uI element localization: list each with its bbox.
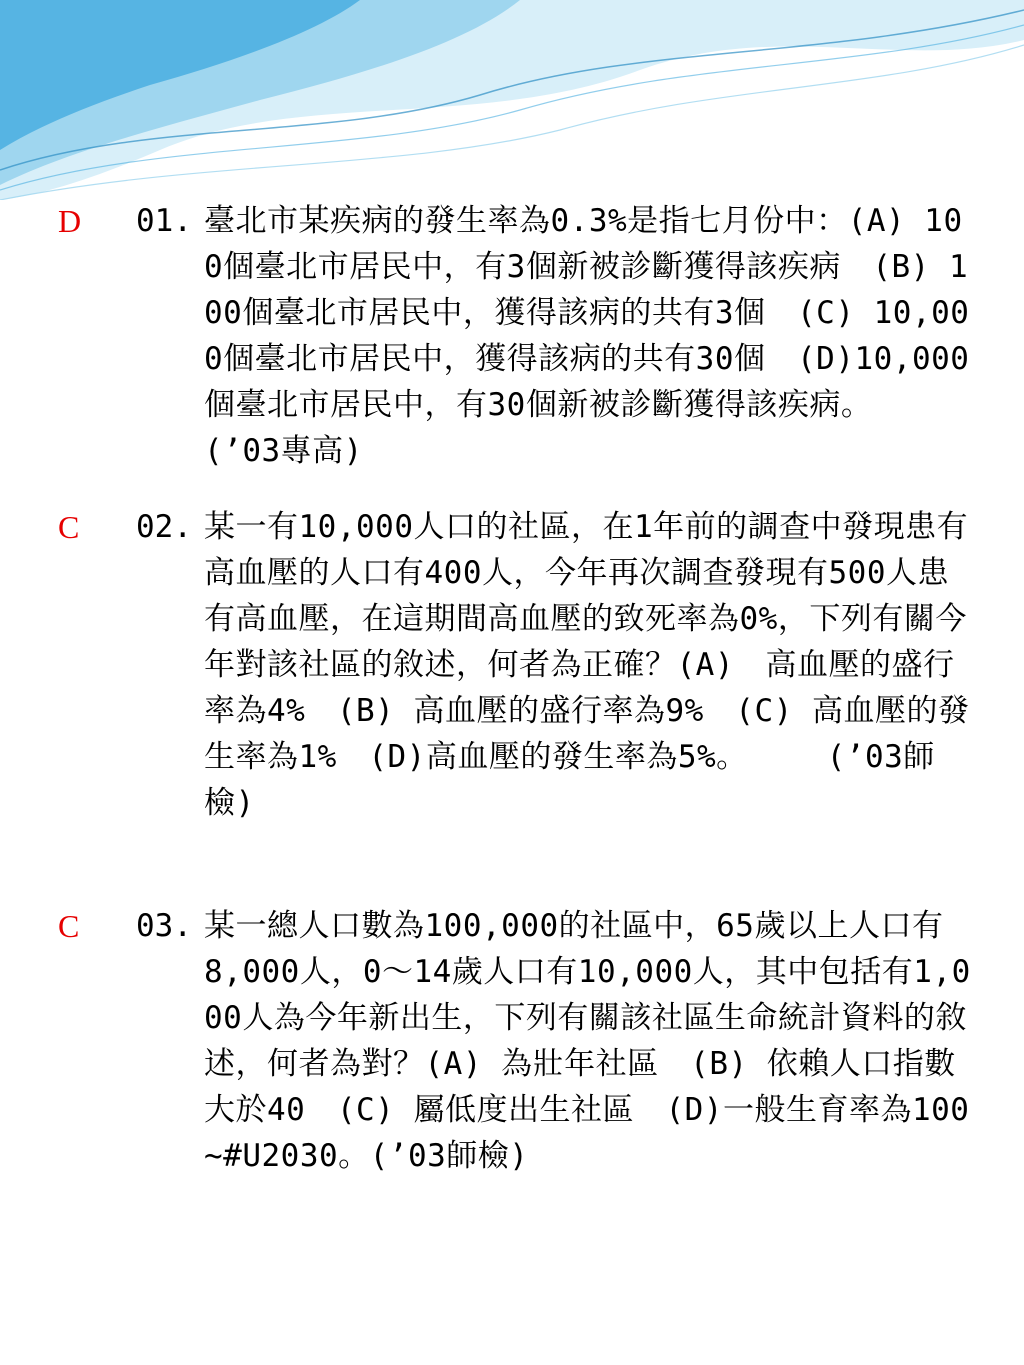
- question-text: 臺北市某疾病的發生率為0.3%是指七月份中：(A) 100個臺北市居民中，有3個新被診斷獲得該疾病 (B) 100個臺北市居民中，獲得該病的共有3個 (C) 10,000個臺北市居民中，獲得該病的共有30個 (D)10,000個臺北市居民中，有30個新被診斷獲得該疾病。 (’03專高): [204, 203, 970, 469]
- question-text: 某一總人口數為100,000的社區中，65歲以上人口有8,000人，0～14歲人口有10,000人，其中包括有1,000人為今年新出生，下列有關該社區生命統計資料的敘述，何者為對？(A) 為壯年社區 (B) 依賴人口指數大於40 (C) 屬低度出生社區 (D)一般生育率為100~#U2030。(’03師檢): [204, 908, 971, 1174]
- answer-letter: C: [58, 908, 80, 944]
- question-number: 03.: [136, 908, 192, 944]
- question-text: 某一有10,000人口的社區，在1年前的調查中發現患有高血壓的人口有400人，今年再次調查發現有500人患有高血壓，在這期間高血壓的致死率為0%，下列有關今年對該社區的敘述，何者為正確？(A) 高血壓的盛行率為4% (B) 高血壓的盛行率為9% (C) 高血壓的發生率為1% (D)高血壓的發生率為5%。 (’03師檢): [204, 509, 970, 821]
- answer-letter: C: [58, 509, 80, 545]
- question-number: 01.: [136, 203, 192, 239]
- question-number: 02.: [136, 509, 192, 545]
- answer-letter: D: [58, 203, 82, 239]
- header-wave-decoration: [0, 0, 1024, 200]
